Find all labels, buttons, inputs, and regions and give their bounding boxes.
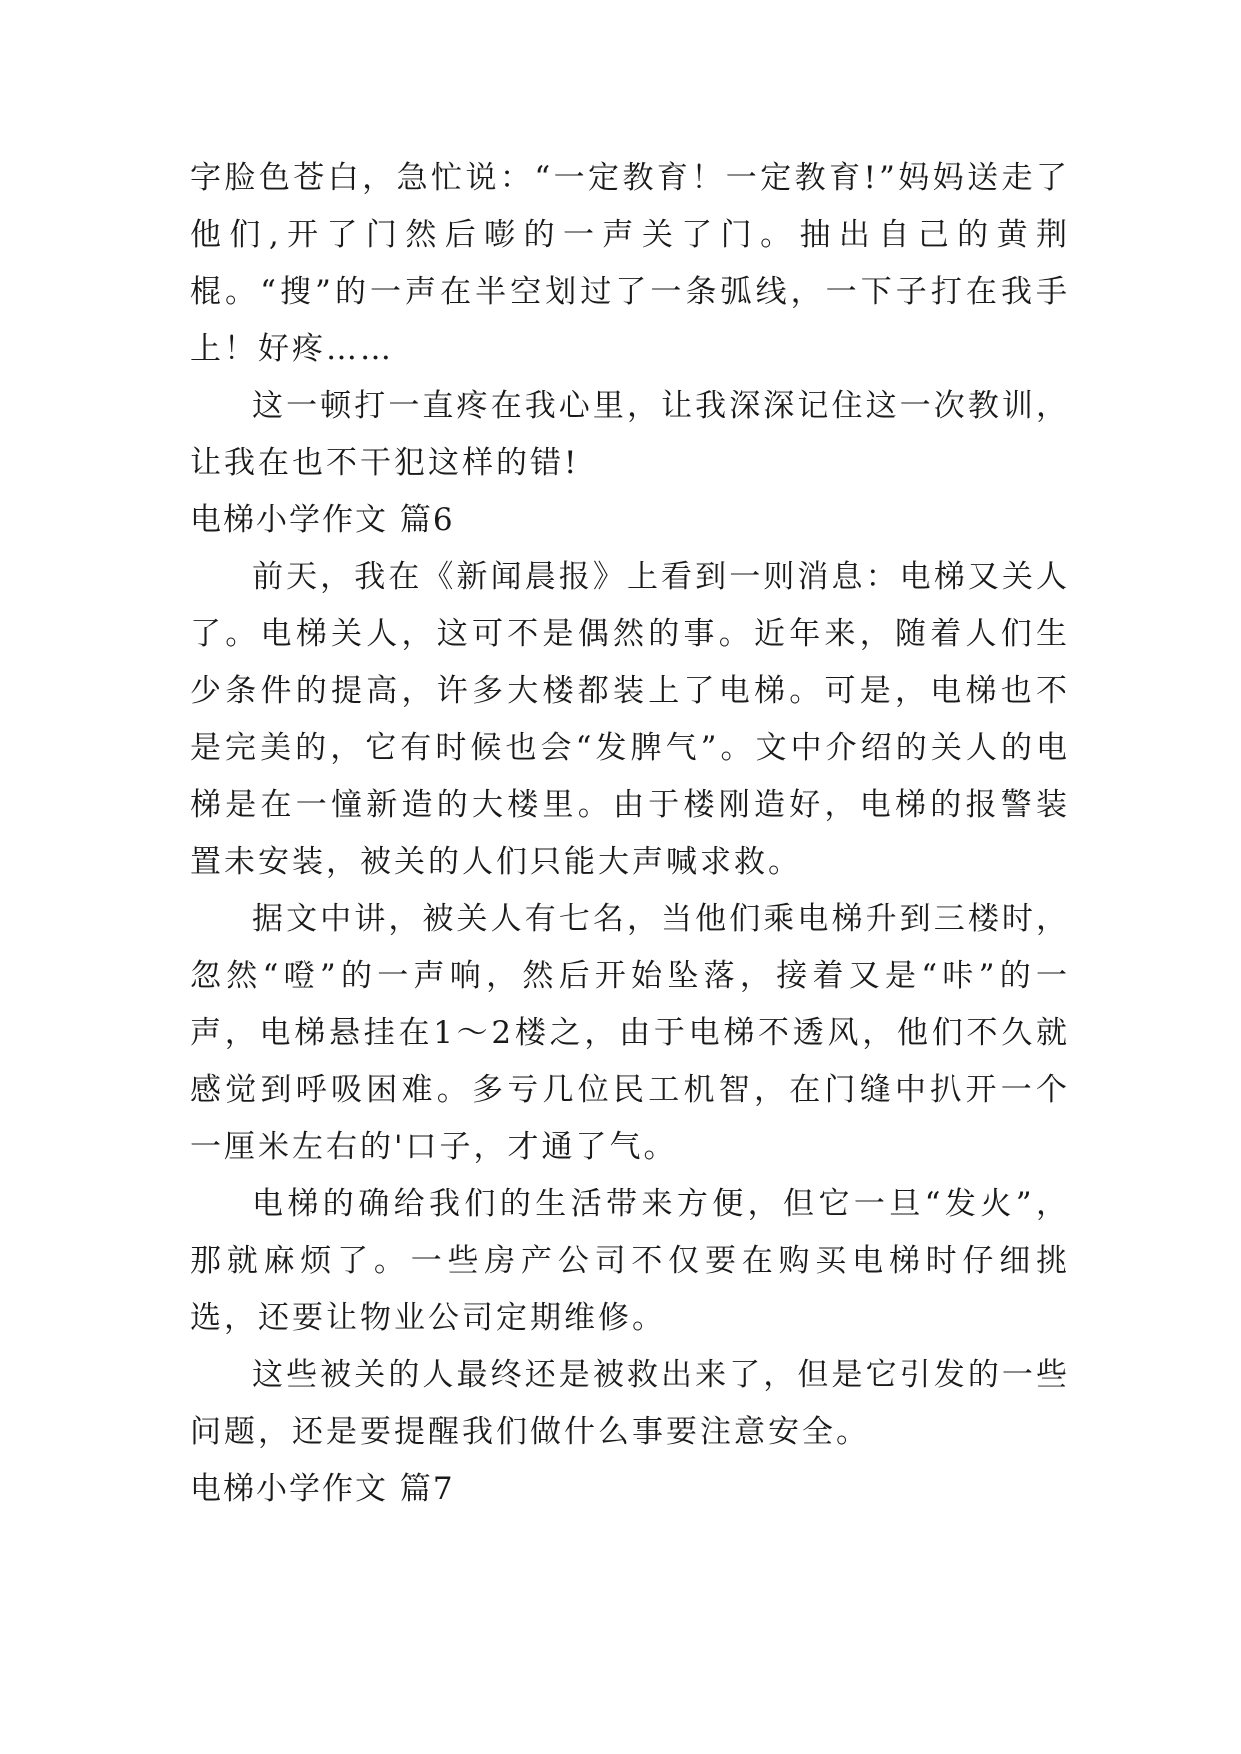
- paragraph: 这一顿打一直疼在我心里，让我深深记住这一次教训，让我在也不干犯这样的错!: [190, 388, 1070, 481]
- document-body: [190, 150, 1070, 1518]
- paragraph: 前天，我在《新闻晨报》上看到一则消息：电梯又关人了。电梯关人，这可不是偶然的事。近年来，随着人们生少条件的提高，许多大楼都装上了电梯。可是，电梯也不是完美的，它有时候也会“发脾气”。文中介绍的关人的电梯是在一憧新造的大楼里。由于楼刚造好，电梯的报警装置未安装，被关的人们只能大声喊求救。: [190, 559, 1070, 880]
- section-heading: 电梯小学作文 篇6: [190, 502, 455, 538]
- section-heading: 电梯小学作文 篇7: [190, 1471, 455, 1507]
- paragraph: 字脸色苍白，急忙说：“一定教育！一定教育!”妈妈送走了他们,开了门然后嘭的一声关了门。抽出自己的黄荆棍。“搜”的一声在半空划过了一条弧线，一下子打在我手上！好疼……: [190, 160, 1070, 367]
- paragraph: 这些被关的人最终还是被救出来了，但是它引发的一些问题，还是要提醒我们做什么事要注意安全。: [190, 1357, 1070, 1450]
- paragraph: 据文中讲，被关人有七名，当他们乘电梯升到三楼时，忽然“噔”的一声响，然后开始坠落，接着又是“咔”的一声，电梯悬挂在1～2楼之，由于电梯不透风，他们不久就感觉到呼吸困难。多亏几位民工机智，在门缝中扒开一个一厘米左右的'口子，才通了气。: [190, 901, 1070, 1165]
- paragraph: 电梯的确给我们的生活带来方便，但它一旦“发火”，那就麻烦了。一些房产公司不仅要在购买电梯时仔细挑选，还要让物业公司定期维修。: [190, 1186, 1070, 1336]
